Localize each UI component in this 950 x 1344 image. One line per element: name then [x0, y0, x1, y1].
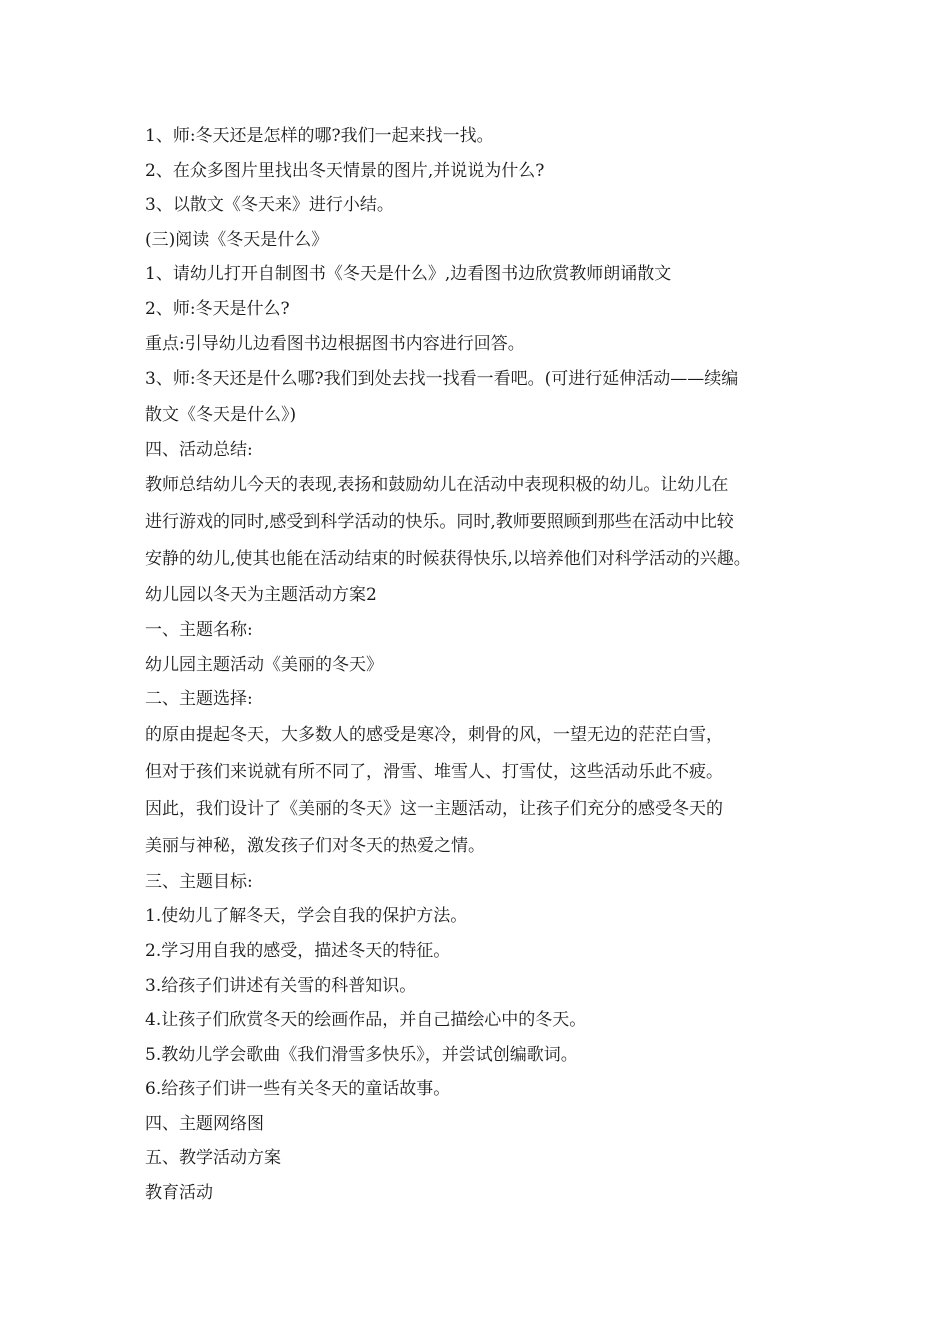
- text-line: 教育活动: [145, 1183, 213, 1204]
- list-item: 2.学习用自我的感受，描述冬天的特征。: [145, 940, 451, 961]
- text-line: 1、师:冬天还是怎样的哪?我们一起来找一找。: [145, 126, 494, 146]
- text-line: 重点:引导幼儿边看图书边根据图书内容进行回答。: [145, 333, 525, 354]
- list-item: 6.给孩子们讲一些有关冬天的童话故事。: [145, 1079, 451, 1100]
- document-title: 幼儿园以冬天为主题活动方案2: [145, 585, 377, 606]
- section-heading: 一、主题名称:: [145, 619, 253, 640]
- text-line: 的原由提起冬天，大多数人的感受是寒冷，刺骨的风，一望无边的茫茫白雪，: [145, 724, 723, 745]
- text-line: 安静的幼儿,使其也能在活动结束的时候获得快乐,以培养他们对科学活动的兴趣。: [145, 549, 751, 570]
- section-heading: 五、教学活动方案: [145, 1148, 281, 1169]
- section-heading: 三、主题目标:: [145, 871, 253, 892]
- text-line: 2、师:冬天是什么?: [145, 298, 290, 319]
- section-heading: 四、活动总结:: [145, 439, 253, 460]
- text-line: 3、以散文《冬天来》进行小结。: [145, 195, 394, 216]
- text-line: 美丽与神秘，激发孩子们对冬天的热爱之情。: [145, 835, 485, 856]
- list-item: 3.给孩子们讲述有关雪的科普知识。: [145, 975, 417, 996]
- text-line: 散文《冬天是什么》): [145, 405, 297, 426]
- list-item: 5.教幼儿学会歌曲《我们滑雪多快乐》，并尝试创编歌词。: [145, 1044, 578, 1065]
- document-body: [145, 119, 817, 1211]
- text-line: 1、请幼儿打开自制图书《冬天是什么》,边看图书边欣赏教师朗诵散文: [145, 264, 672, 285]
- text-line: 进行游戏的同时,感受到科学活动的快乐。同时,教师要照顾到那些在活动中比较: [145, 512, 734, 533]
- text-line: 幼儿园主题活动《美丽的冬天》: [145, 654, 383, 675]
- list-item: 1.使幼儿了解冬天，学会自我的保护方法。: [145, 906, 468, 927]
- section-heading: 四、主题网络图: [145, 1113, 264, 1134]
- text-line: 但对于孩们来说就有所不同了，滑雪、堆雪人、打雪仗，这些活动乐此不疲。: [145, 761, 723, 782]
- text-line: 教师总结幼儿今天的表现,表扬和鼓励幼儿在活动中表现积极的幼儿。让幼儿在: [145, 475, 729, 496]
- list-item: 4.让孩子们欣赏冬天的绘画作品，并自己描绘心中的冬天。: [145, 1010, 587, 1031]
- text-line: 3、师:冬天还是什么哪?我们到处去找一找看一看吧。(可进行延伸活动——续编: [145, 369, 739, 390]
- section-heading: (三)阅读《冬天是什么》: [145, 229, 329, 250]
- text-line: 2、在众多图片里找出冬天情景的图片,并说说为什么?: [145, 160, 545, 181]
- section-heading: 二、主题选择:: [145, 689, 253, 710]
- text-line: 因此，我们设计了《美丽的冬天》这一主题活动，让孩子们充分的感受冬天的: [145, 798, 723, 819]
